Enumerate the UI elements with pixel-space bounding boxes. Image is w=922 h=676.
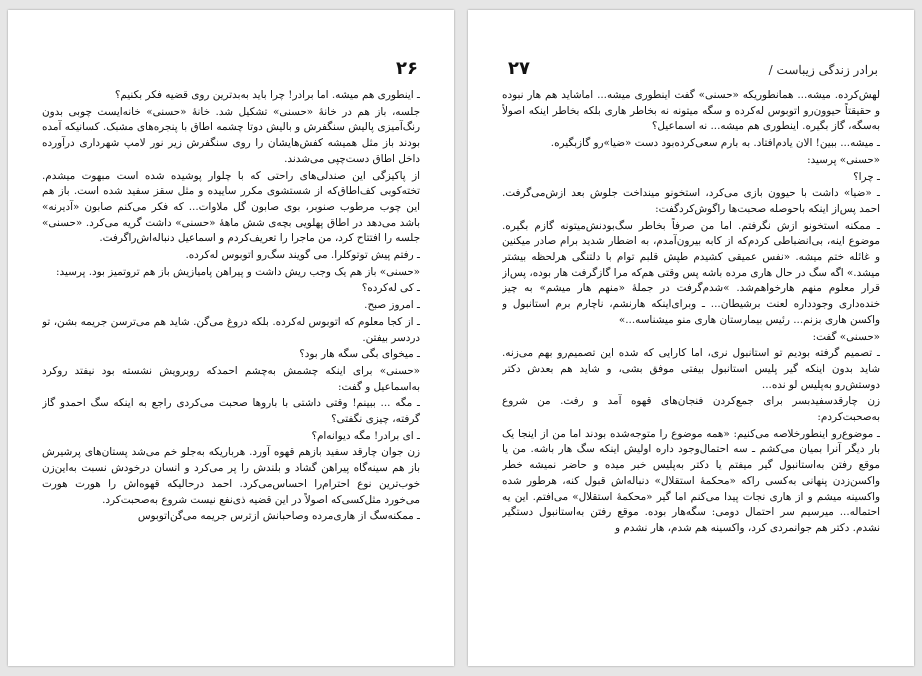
paragraph: زن چارقدسفید‌بسر برای جمع‌کردن فنجان‌های قهوه آمد و رفت. من شروع به‌صحبت‌کردم:: [502, 395, 880, 424]
paragraph: لهش‌کرده. میشه... همانطوریکه «حسنی» گفت اینطوری میشه... اماشاید هم هار نبوده و حقیقتاً حیوون‌رو اتوبوس له‌کرده و سگه میتونه نه بخاطر هاری بلکه بخاطر اینکه اصولاً به‌سگه، گاز بگیره. اینطوری هم میشه... نه اسماعیل؟: [502, 89, 880, 133]
paragraph: ـ میشه... ببین! الان یادم‌افتاد. به بارم سعی‌کرده‌بود دست «ضیا»رو گازبگیره.: [550, 137, 880, 150]
paragraph: «حسنی» برای اینکه چشمش به‌چشم احمدکه روبرویش نشسته بود نیفتد روکرد به‌اسماعیل و گفت:: [42, 364, 420, 393]
paragraph: ـ «ضیا» داشت با حیوون بازی می‌کرد، استخونو مینداخت جلوش بعد ازش‌می‌گرفت. احمد پس‌از اینکه با‌حوصله صحبت‌ها را‌گوش‌کرد‌گفت:: [502, 187, 880, 215]
right-page: [468, 10, 914, 666]
left-page-body: [42, 88, 420, 646]
paragraph: ـ کی له‌کرده؟: [361, 282, 420, 295]
paragraph: ـ میخوای بگی سگه هار بود؟: [299, 348, 420, 361]
running-title: برادر زندگی زیباست /: [768, 63, 878, 77]
paragraph: ـ چرا؟: [853, 170, 880, 183]
page-number: ۲۶: [396, 58, 418, 79]
paragraph: ـ اینطوری هم میشه. اما برادر! چرا باید به‌بدترین روی قضیه فکر بکنیم؟: [114, 89, 420, 101]
left-page: [8, 10, 454, 666]
paragraph: ـ ممکنه استخونو ازش نگرفتم. اما من صرفاً بخاطر سگ‌بودنش‌میتونه گازم بگیره. موضوع اینه، بی‌انضباطی کردم‌که از کابه بیرون‌آمدم، به اضطار شدید برام صادر میکنین و غائله ختم میشه. «نفس عمیقی کشیدم طپش قلبم توام با دلتنگی هرلحظه بیشتر میشد.» اگه سگ در حال هاری مرده باشه پس وقتی هم‌که مرا گازگرفت هار بوده، پس‌از قرار معلوم منهم هارخواهم‌شد. »شدم‌گرفت در جملهٔ «منهم هار میشم» به چیز خنده‌داری وجودداره لعنت برشیطان... ـ وبرای‌اینکه هارنشم، ناچارم برم استانبول و واکسن هاری بزنم... رئیس بیمارستان هاری منو میشناسه...»: [502, 219, 880, 326]
paragraph: ـ امروز صبح.: [364, 299, 420, 312]
paragraph: ـ موضوع‌رو اینطورخلاصه می‌کنیم: «همه موضوع را متوجه‌شده بودند اما من از اینجا یک بار دیگر آنرا بمیان می‌کشم ـ سه احتمال‌وجود داره اولیش اینکه سگ هار باشه. من یا موقع رفتن به‌استانبول گیر میفتم یا دکتر به‌پلیس خبر میده و حاضر نمیشه خطر واکسن‌زدن پنهانی به‌کسی راکه «محکمهٔ استقلال» دنباله‌اش قبول کنه، هرطور شده واکسینه میشم و از هاری نجات پیدا می‌کنم اما گیر «محکمهٔ استقلال» می‌افتم. این یه احتماله... میرسیم سر احتمال دومی: سگه‌هار بوده. موقع رفتن به‌استانبول دستگیر نشدم. دکتر هم جوانمردی کرد، واکسینه هم شدم، هار نشدم و: [502, 427, 880, 534]
paragraph: ـ ای برادر! مگه دیوانه‌ام؟: [311, 429, 420, 442]
paragraph: «حسنی» پرسید:: [807, 153, 880, 166]
page-number: ۲۷: [508, 58, 530, 79]
right-page-body: [502, 88, 880, 646]
paragraph: جلسه، باز هم در خانهٔ «حسنی» تشکیل شد. خانهٔ «حسنی» خانه‌ایست چوبی بدون رنگ‌آمیزی پالیش سنگفرش و بالیش دوتا چشمه اطاق با پنجره‌های مشبک. کسانیکه آمده بودند باز مثل همیشه کفش‌هایشان را روی سنگفرش زیر نور لامپ شهرداری درآورده داخل اطاق دست‌چپی می‌شدند.: [42, 105, 420, 165]
paragraph: ـ مگه ... ببینم! وقتی داشتی با باروها صحبت می‌کردی راجع به اینکه سگ احمدو گاز گرفته، چیزی نگفتی؟: [42, 397, 420, 426]
paragraph: ـ از کجا معلوم که اتوبوس له‌کرده. بلکه دروغ می‌گن. شاید هم می‌ترسن جریمه بشن، تو دردسر بیفتن.: [42, 315, 420, 344]
paragraph: ـ رفتم پیش توتوکلرا. می گویند سگ‌رو اتوبوس له‌کرده.: [185, 249, 420, 262]
right-page-header: [508, 58, 878, 84]
paragraph: از پاکیزگی این صندلی‌های راحتی که با چلوار پوشیده شده است مبهوت میشدم. تخته‌کوبی کف‌اطاق‌که از شستشوی مکرر ساییده و مثل سقز سفید شده است. باز هم این چوب مرطوب صنوبر، بوی صابون گل ملاوات... که فکر می‌کنم صابون «آدیرنه» باشد می‌دهد در اطاق پهلویی بچه‌ی شش ماههٔ «حسنی» داشت گریه می‌کرد. «حسنی» جلسه را افتتاح کرد، من ماجرا را تعریف‌کردم و اسماعیل دنباله‌اش‌را‌گرفت.: [42, 169, 420, 245]
paragraph: ـ تصمیم گرفته بودیم تو استانبول نری، اما کارایی که شده این تصمیم‌رو بهم می‌زنه. شاید بدون اینکه گیر پلیس استانبول بیفتی موفق بشی، و شاید هم بعدش دکتر دوستش‌رو به‌پلیس لو نده...: [502, 347, 880, 391]
paragraph: ـ ممکنه‌سگ از هاری‌مرده و‌صاحبانش ازترس جریمه می‌گن‌اتوبوس: [137, 510, 420, 523]
paragraph: «حسنی» باز هم یک وجب ریش داشت و پیراهن پامیازیش باز هم تروتمیز بود. پرسید:: [56, 265, 420, 278]
paragraph: «حسنی» گفت:: [812, 330, 880, 343]
paragraph: زن جوان چارقد سفید بازهم قهوه آورد. هرباریکه به‌جلو خم می‌شد پستان‌های پرشیرش باز هم سینه‌گاه پیراهن گشاد و بلندش را پر می‌کرد و انسان درخودش نسبت به‌این‌زن خوب‌ترین نوع احترام‌را احساس‌می‌کرد. احمد درحالیکه قهوه‌اش را هورت هورت می‌خورد مثل‌کسی‌که اصولاً در این قضیه ذی‌نفع نیست شروع به‌صحبت‌کرد.: [42, 446, 420, 506]
left-page-header: [48, 58, 418, 84]
